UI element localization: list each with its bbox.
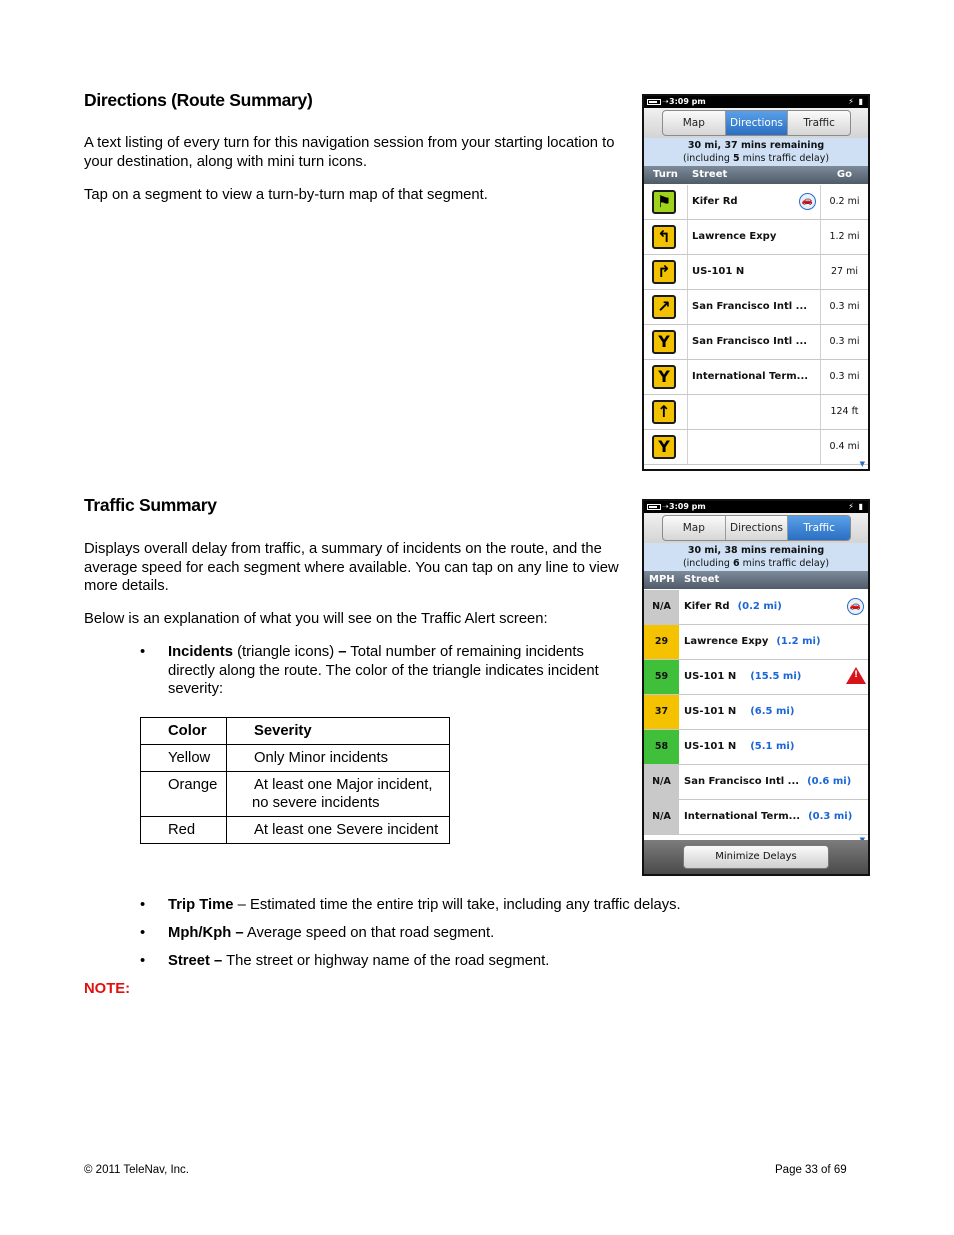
traffic-row[interactable] <box>644 730 868 765</box>
color-cell: Yellow <box>141 745 227 772</box>
segment-distance: (6.5 mi) <box>750 706 795 717</box>
signal-icon: ⚡ ▮ <box>848 502 864 511</box>
bullet-term: Trip Time <box>168 897 234 913</box>
summary-delay-post: mins traffic delay) <box>739 152 830 164</box>
directions-paragraph-1: A text listing of every turn for this navigation session from your starting location to your destination, along with mini turn icons. <box>84 135 615 170</box>
street-name: Lawrence Expy <box>684 636 769 647</box>
bullet-text: The street or highway name of the road segment. <box>222 953 550 969</box>
severity-line-2: no severe incidents <box>252 795 380 811</box>
speed-badge: N/A <box>644 590 679 624</box>
header-severity: Severity <box>227 718 450 745</box>
col-mph: MPH <box>649 574 675 585</box>
tab-traffic[interactable]: Traffic <box>803 117 835 129</box>
severity-row <box>141 772 450 817</box>
street-name: US-101 N <box>684 706 737 717</box>
tab-directions[interactable]: Directions <box>726 516 789 540</box>
row-street <box>684 590 782 624</box>
tab-group <box>662 110 851 136</box>
summary-distance-time: 30 mi, 38 mins remaining <box>687 545 825 556</box>
flag-icon: ⚑ <box>652 190 676 214</box>
street-name: US-101 N <box>684 741 737 752</box>
summary-delay <box>644 558 868 571</box>
bullet-trip-time <box>140 896 868 915</box>
traffic-paragraph-1: Displays overall delay from traffic, a summary of incidents on the route, and the average speed for each segment where available. You can tap on any line to view more details. <box>84 541 619 594</box>
severity-line-1: At least one Major incident, <box>254 777 433 793</box>
turn-cell <box>644 255 688 289</box>
note-label: NOTE: <box>84 981 131 997</box>
fork-left-icon: Y <box>652 330 676 354</box>
incidents-text: Total number of remaining incidents directly along the route. The color of the triangle indicates incident severity: <box>168 644 599 697</box>
summary-delay-pre: (including <box>682 557 733 569</box>
row-go: 0.3 mi <box>820 290 868 324</box>
summary-delay-minutes: 6 <box>732 557 740 569</box>
direction-row[interactable] <box>644 255 868 290</box>
bullet-mph <box>140 924 868 943</box>
direction-row[interactable] <box>644 360 868 395</box>
col-street: Street <box>692 169 728 180</box>
summary-delay-post: mins traffic delay) <box>739 557 830 569</box>
tab-traffic[interactable]: Traffic <box>788 516 850 540</box>
bullet-street <box>140 952 868 971</box>
traffic-paragraph-2: Below is an explanation of what you will see on the Traffic Alert screen: <box>84 611 548 627</box>
color-cell: Red <box>141 817 227 844</box>
row-street <box>684 730 794 764</box>
severity-cell <box>227 772 450 817</box>
bullet-text: – Estimated time the entire trip will take, including any traffic delays. <box>233 897 681 913</box>
traffic-row[interactable] <box>644 695 868 730</box>
direction-row[interactable] <box>644 325 868 360</box>
incidents-term: Incidents <box>168 644 233 660</box>
speed-badge: N/A <box>644 765 679 799</box>
severity-row <box>141 817 450 844</box>
row-go: 0.3 mi <box>820 360 868 394</box>
severity-table <box>140 717 450 844</box>
arrow-icon: ➝ <box>662 502 669 511</box>
segment-distance: (15.5 mi) <box>750 671 802 682</box>
segment-distance: (1.2 mi) <box>776 636 821 647</box>
traffic-row[interactable] <box>644 765 868 800</box>
row-street <box>684 800 852 834</box>
summary-distance-time: 30 mi, 37 mins remaining <box>687 140 825 151</box>
direction-row[interactable] <box>644 220 868 255</box>
turn-cell <box>644 290 688 324</box>
route-summary <box>644 543 868 571</box>
status-bar <box>644 96 868 108</box>
signal-icon: ⚡ ▮ <box>848 97 864 106</box>
footer-copyright: © 2011 TeleNav, Inc. <box>84 1164 190 1176</box>
turn-left-icon: ↰ <box>652 225 676 249</box>
street-name: Kifer Rd <box>684 601 730 612</box>
tab-directions[interactable]: Directions <box>726 111 789 135</box>
col-go: Go <box>836 169 852 180</box>
traffic-heading: Traffic Summary <box>84 495 217 515</box>
row-go: 27 mi <box>820 255 868 289</box>
turn-cell <box>644 220 688 254</box>
severity-row <box>141 745 450 772</box>
row-street <box>684 660 801 694</box>
direction-row[interactable] <box>644 290 868 325</box>
traffic-screenshot <box>642 499 870 876</box>
severity-header-row <box>141 718 450 745</box>
traffic-row[interactable] <box>644 800 868 835</box>
scroll-down-icon[interactable]: ▼ <box>859 460 865 468</box>
traffic-car-icon[interactable]: 🚗 <box>799 193 816 210</box>
row-street <box>684 695 794 729</box>
fork-right-icon: Y <box>652 435 676 459</box>
row-street: San Francisco Intl ... <box>692 336 808 347</box>
severity-cell: Only Minor incidents <box>227 745 450 772</box>
segment-distance: (0.3 mi) <box>808 811 853 822</box>
directions-heading: Directions (Route Summary) <box>84 90 313 110</box>
row-street: Lawrence Expy <box>692 231 777 242</box>
segment-distance: (0.6 mi) <box>807 776 852 787</box>
row-go: 1.2 mi <box>820 220 868 254</box>
traffic-row[interactable] <box>644 660 868 695</box>
tab-group <box>662 515 851 541</box>
row-street: San Francisco Intl ... <box>692 301 808 312</box>
incidents-dash: – <box>338 644 347 660</box>
severe-incident-icon[interactable]: ! <box>846 667 866 684</box>
turn-cell <box>644 185 688 219</box>
slight-right-icon: ↗ <box>652 295 676 319</box>
directions-paragraph-2: Tap on a segment to view a turn-by-turn map of that segment. <box>84 187 488 203</box>
row-go: 0.3 mi <box>820 325 868 359</box>
direction-row[interactable] <box>644 395 868 430</box>
speed-badge: 37 <box>644 695 679 729</box>
turn-cell <box>644 395 688 429</box>
bullet-dot: • <box>140 925 146 941</box>
direction-row[interactable] <box>644 185 868 220</box>
tab-bar <box>644 108 868 138</box>
column-header <box>644 571 868 589</box>
row-street: International Term... <box>692 371 809 382</box>
straight-icon: ↑ <box>652 400 676 424</box>
battery-icon <box>647 504 661 510</box>
row-street: Kifer Rd <box>692 196 738 207</box>
color-cell: Orange <box>141 772 227 817</box>
directions-screenshot <box>642 94 870 471</box>
bullet-dot: • <box>140 644 146 660</box>
summary-delay <box>644 153 868 166</box>
footer-page-number: Page 33 of 69 <box>775 1164 847 1176</box>
segment-distance: (0.2 mi) <box>737 601 782 612</box>
traffic-car-icon[interactable]: 🚗 <box>847 598 864 615</box>
bullet-term: Mph/Kph – <box>168 925 244 941</box>
row-street <box>684 625 821 659</box>
turn-cell <box>644 325 688 359</box>
status-time: 3:09 pm <box>669 97 706 106</box>
bullet-dot: • <box>140 897 146 913</box>
row-go: 124 ft <box>820 395 868 429</box>
traffic-row[interactable] <box>644 625 868 660</box>
col-turn: Turn <box>653 169 678 180</box>
bullet-term: Street – <box>168 953 223 969</box>
street-name: International Term... <box>684 811 801 822</box>
route-summary <box>644 138 868 166</box>
summary-delay-minutes: 5 <box>732 152 740 164</box>
speed-badge: 58 <box>644 730 679 764</box>
tab-map[interactable]: Map <box>663 111 726 135</box>
incidents-paren: (triangle icons) <box>232 644 339 660</box>
arrow-icon: ➝ <box>662 97 669 106</box>
speed-badge: 29 <box>644 625 679 659</box>
row-go: 0.4 mi <box>820 430 868 464</box>
street-name: San Francisco Intl ... <box>684 776 800 787</box>
bottom-bar <box>644 840 868 874</box>
severity-cell: At least one Severe incident <box>227 817 450 844</box>
bullet-dot: • <box>140 953 146 969</box>
row-street <box>684 765 851 799</box>
turn-right-icon: ↱ <box>652 260 676 284</box>
street-name: US-101 N <box>684 671 737 682</box>
status-time: 3:09 pm <box>669 502 706 511</box>
row-go: 0.2 mi <box>820 185 868 219</box>
tab-bar <box>644 513 868 543</box>
turn-cell <box>644 430 688 464</box>
column-header <box>644 166 868 184</box>
bullet-text: Average speed on that road segment. <box>243 925 495 941</box>
speed-badge: N/A <box>644 800 679 834</box>
segment-distance: (5.1 mi) <box>750 741 795 752</box>
header-color: Color <box>141 718 227 745</box>
row-street: US-101 N <box>692 266 745 277</box>
status-bar <box>644 501 868 513</box>
fork-right-icon: Y <box>652 365 676 389</box>
traffic-row[interactable] <box>644 590 868 625</box>
col-street: Street <box>684 574 720 585</box>
minimize-delays-button[interactable]: Minimize Delays <box>683 845 829 869</box>
summary-delay-pre: (including <box>682 152 733 164</box>
speed-badge: 59 <box>644 660 679 694</box>
direction-row[interactable] <box>644 430 868 465</box>
tab-map[interactable]: Map <box>663 516 726 540</box>
bullet-incidents <box>140 643 618 699</box>
turn-cell <box>644 360 688 394</box>
battery-icon <box>647 99 661 105</box>
